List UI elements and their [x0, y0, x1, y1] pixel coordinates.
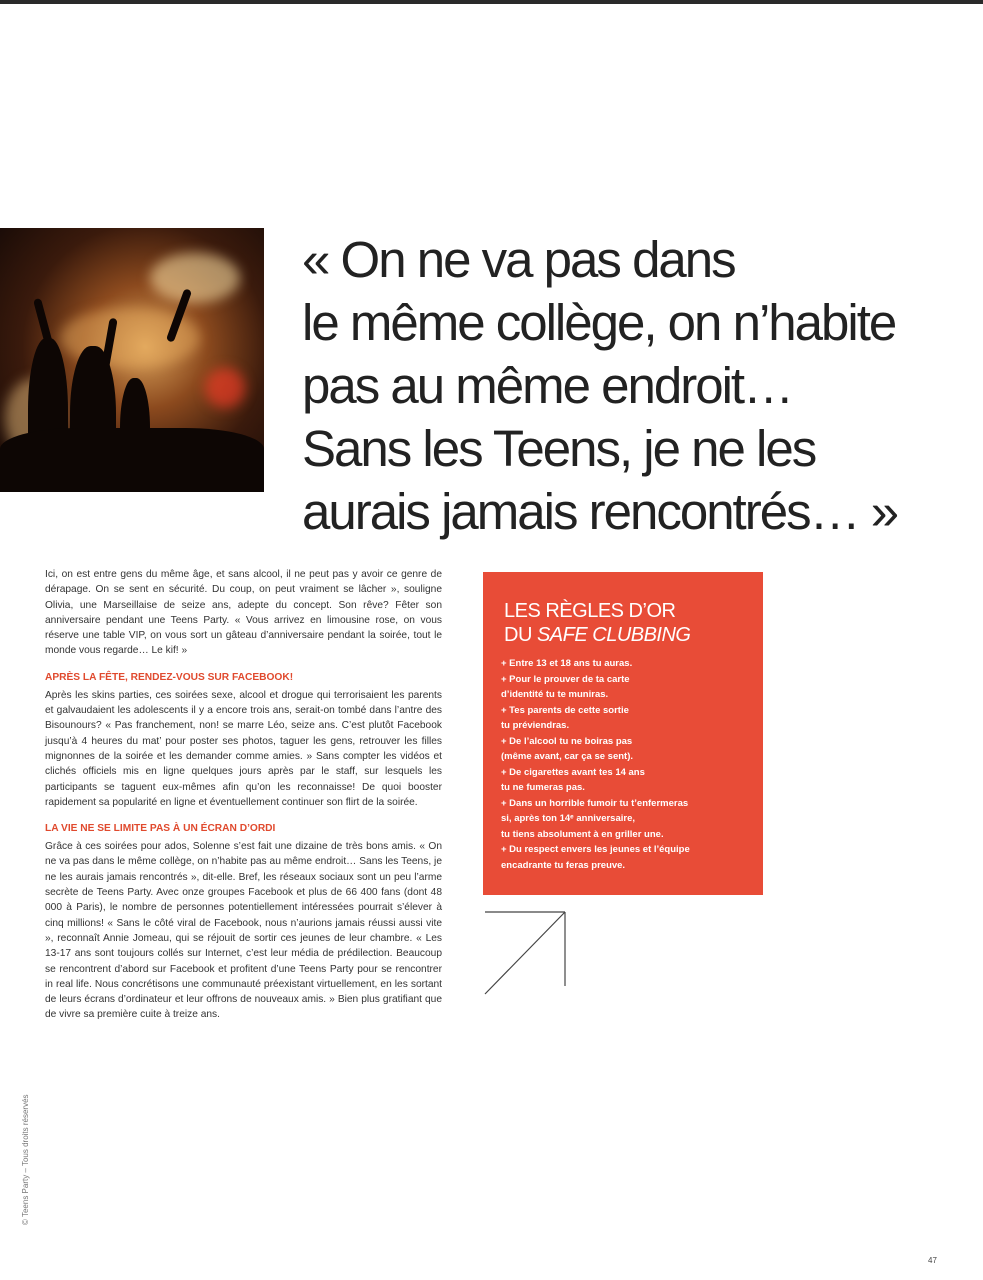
- section-heading: APRÈS LA FÊTE, RENDEZ-VOUS SUR FACEBOOK!: [45, 671, 294, 683]
- rule-line: tu ne fumeras pas.: [501, 782, 585, 793]
- pull-quote-line: Sans les Teens, je ne les: [302, 420, 816, 477]
- stage-light: [205, 368, 245, 408]
- pull-quote: [302, 228, 942, 543]
- rule-line: + De cigarettes avant tes 14 ans: [501, 766, 645, 778]
- pull-quote-line: « On ne va pas dans: [302, 231, 735, 288]
- stage-light: [150, 253, 240, 303]
- rule-line: encadrante tu feras preuve.: [501, 859, 626, 871]
- article-paragraph: Ici, on est entre gens du même âge, et sans alcool, il ne peut pas y avoir ce genre de dérapage. On se sent en sécurité. Du coup, on peut vraiment se lâcher », souligne Olivia, une Marseillaise de seize ans, adepte du concept. Son rêve? Fêter son anniversaire pendant une Teens Party. « Vous arrivez en limousine rose, on vous réserve une table VIP, on vous sort un gâteau d’anniversaire pendant la soirée, tout le monde vous regarde… Le kif! »: [45, 569, 442, 657]
- crowd-silhouette: [0, 428, 264, 492]
- page-number: 47: [928, 1256, 937, 1265]
- rule-line: d’identité tu te muniras.: [501, 689, 609, 700]
- article-body: [45, 567, 442, 1023]
- rules-title-line: LES RÈGLES D’OR: [504, 600, 676, 622]
- pull-quote-line: le même collège, on n’habite: [302, 294, 896, 351]
- photo-credit: © Teens Party – Tous droits réservés: [21, 1094, 30, 1225]
- rule-line: + De l’alcool tu ne boiras pas: [501, 735, 633, 747]
- rule-line: si, après ton 14ᵉ anniversaire,: [501, 813, 635, 824]
- rule-line: + Tes parents de cette sortie: [501, 704, 629, 716]
- article-paragraph: Grâce à ces soirées pour ados, Solenne s’est fait une dizaine de très bons amis. « On ne va pas dans le même collège, on n’habite pas au même endroit… Sans les Teens, je ne les aurais jamais rencontrés », dit-elle. Bref, les réseaux sociaux sont un peu l’arme secrète de Teens Party. Avec onze groupes Facebook et plus de 66 400 fans (dont 48 000 à Paris), le nombre de personnes potentiellement intéressées pourrait s’élever à cinq millions! « Sans le côté viral de Facebook, nous n’aurions jamais réussi aussi vite », reconnaît Annie Jomeau, qui se réjouit de sortir ces jeunes de leur chambre. « Les 13-17 ans sont toujours collés sur Internet, c’est leur média de prédilection. Beaucoup se rencontrent d’abord sur Facebook et profitent d’une Teens Party pour se rencontrer in real life. Nous concrétisons une communauté préexistant virtuellement, en les sortant de leurs écrans d’ordinateur et leur offrons de nouveaux amis. » Bien plus gratifiant que de vivre sa première cuite à treize ans.: [45, 841, 442, 1021]
- rules-list: [501, 656, 751, 873]
- rule-line: + Pour le prouver de ta carte: [501, 673, 630, 685]
- rule-line: + Du respect envers les jeunes et l’équipe: [501, 844, 690, 855]
- pull-quote-line: pas au même endroit…: [302, 357, 793, 414]
- top-rule: [0, 0, 983, 4]
- pull-quote-line: aurais jamais rencontrés… »: [302, 483, 898, 540]
- rule-line: tu tiens absolument à en griller une.: [501, 828, 664, 840]
- rules-sidebar-box: [483, 572, 763, 895]
- rules-title-emphasis: SAFE CLUBBING: [536, 624, 691, 646]
- concert-crowd-photo: [0, 228, 264, 492]
- rule-line: tu préviendras.: [501, 720, 570, 731]
- section-heading: LA VIE NE SE LIMITE PAS À UN ÉCRAN D’ORDI: [45, 823, 276, 835]
- rules-title-prefix: DU: [504, 624, 537, 646]
- article-paragraph: Après les skins parties, ces soirées sexe, alcool et drogue qui terrorisaient les parents et galvaudaient les adolescents il y a encore trois ans, serait-on tombé dans l’antre des Bisounours? « Pas franchement, non! se marre Léo, seize ans. C’est plutôt Facebook jusqu’à 4 heures du mat’ pour poster ses photos, taguer les gens, retrouver les filles mignonnes de la soirée et les demander comme amies. » Sans compter les vidéos et clichés officiels mis en ligne quelques jours après par le staff, sur lesquels les participants se taguent eux-mêmes afin qu’on les reconnaisse! De quoi booster rapidement sa popularité en ligne et éventuellement continuer son flirt de la soirée.: [45, 689, 442, 808]
- rule-line: + Dans un horrible fumoir tu t’enfermeras: [501, 797, 689, 809]
- corner-arrow-icon: [483, 910, 567, 996]
- rules-title: [504, 599, 691, 647]
- rule-line: (même avant, car ça se sent).: [501, 751, 634, 762]
- rule-line: + Entre 13 et 18 ans tu auras.: [501, 658, 633, 669]
